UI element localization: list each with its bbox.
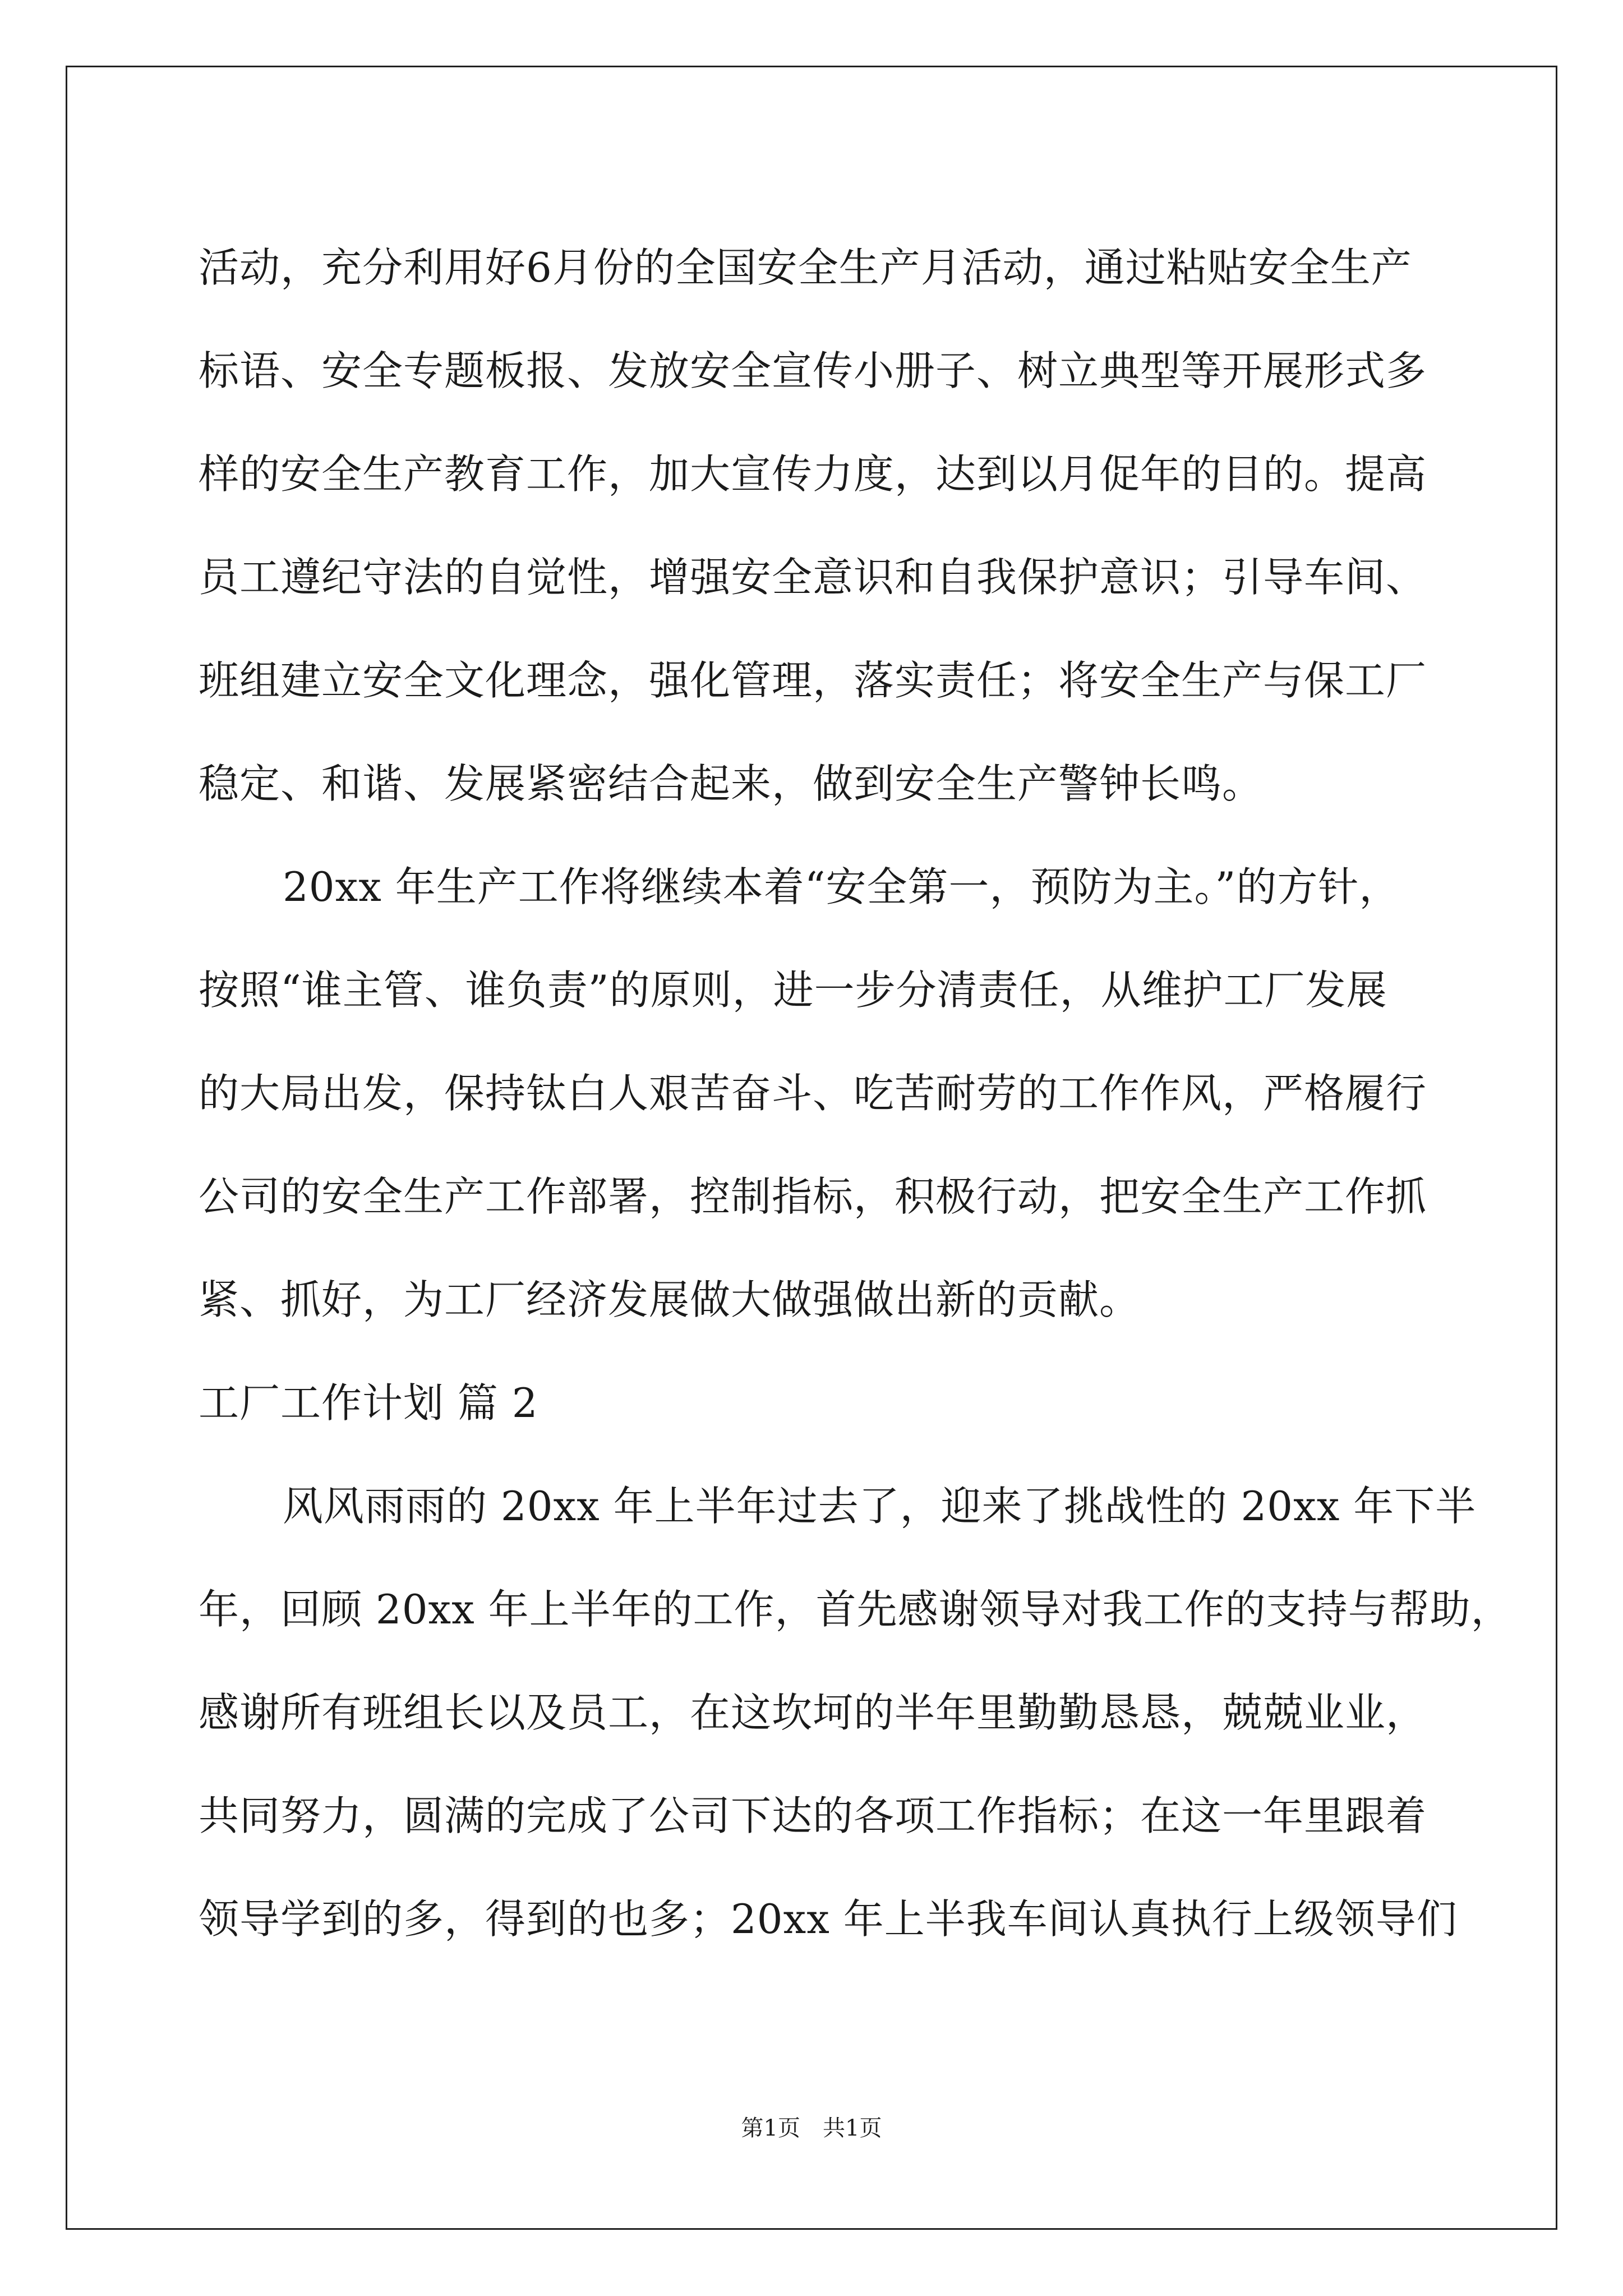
paragraph-line: 风风雨雨的 20xx 年上半年过去了，迎来了挑战性的 20xx 年下半 [283,1483,1477,1530]
document-body [199,216,1512,1971]
paragraph-line: 紧、抓好，为工厂经济发展做大做强做出新的贡献。 [199,1276,1141,1323]
section-heading: 工厂工作计划 篇 2 [199,1379,538,1427]
paragraph-line: 领导学到的多，得到的也多；20xx 年上半我车间认真执行上级领导们 [199,1895,1458,1943]
paragraph-line: 班组建立安全文化理念，强化管理，落实责任；将安全生产与保工厂 [199,657,1427,704]
paragraph-line: 活动，充分利用好6月份的全国安全生产月活动，通过粘贴安全生产 [199,244,1412,291]
paragraph-line: 标语、安全专题板报、发放安全宣传小册子、树立典型等开展形式多 [199,347,1427,394]
paragraph-line: 20xx 年生产工作将继续本着“安全第一，预防为主。”的方针， [283,863,1400,910]
paragraph-line: 感谢所有班组长以及员工，在这坎坷的半年里勤勤恳恳，兢兢业业， [199,1689,1427,1736]
paragraph-line: 的大局出发，保持钛白人艰苦奋斗、吃苦耐劳的工作作风，严格履行 [199,1070,1427,1117]
paragraph-line: 共同努力，圆满的完成了公司下达的各项工作指标；在这一年里跟着 [199,1792,1427,1839]
paragraph-line: 年，回顾 20xx 年上半年的工作，首先感谢领导对我工作的支持与帮助， [199,1586,1512,1633]
paragraph-line: 按照“谁主管、谁负责”的原则，进一步分清责任，从维护工厂发展 [199,967,1387,1014]
paragraph-line: 员工遵纪守法的自觉性，增强安全意识和自我保护意识；引导车间、 [199,554,1427,601]
paragraph-line: 稳定、和谐、发展紧密结合起来，做到安全生产警钟长鸣。 [199,760,1264,807]
page-number-footer: 第1页 共1页 [741,2115,882,2141]
paragraph-line: 样的安全生产教育工作，加大宣传力度，达到以月促年的目的。提高 [199,450,1427,498]
paragraph-line: 公司的安全生产工作部署，控制指标，积极行动，把安全生产工作抓 [199,1173,1427,1220]
